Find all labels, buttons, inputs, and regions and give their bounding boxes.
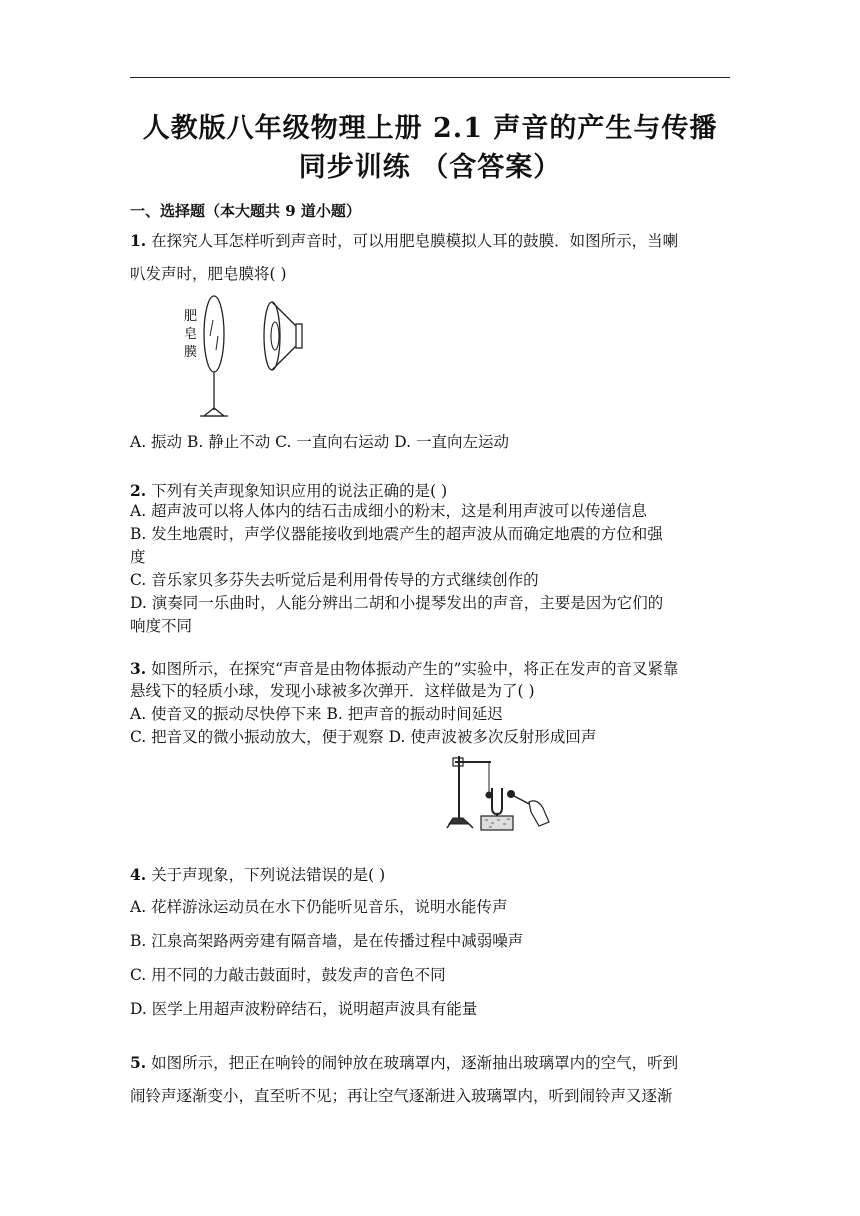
soap-film-speaker-figure (180, 292, 310, 422)
question-1-options: A. 振动 B. 静止不动 C. 一直向右运动 D. 一直向左运动 (130, 433, 509, 451)
question-4-option-c: C. 用不同的力敲击鼓面时，鼓发声的音色不同 (130, 966, 446, 984)
question-5-stem-text: 如图所示，把正在响铃的闹钟放在玻璃罩内，逐渐抽出玻璃罩内的空气，听到 (151, 1054, 679, 1072)
question-4-stem-text: 关于声现象，下列说法错误的是( ) (151, 866, 386, 884)
figure-label-char-3: 膜 (184, 345, 198, 360)
question-3-options-line2: C. 把音叉的微小振动放大，便于观察 D. 使声波被多次反射形成回声 (130, 728, 597, 746)
question-3-stem-line2: 悬线下的轻质小球，发现小球被多次弹开．这样做是为了( ) (130, 682, 535, 700)
tuning-fork (492, 788, 502, 814)
speaker-cone-rim (264, 302, 280, 370)
question-3-stem-text: 如图所示，在探究“声音是由物体振动产生的”实验中，将正在发声的音叉紧靠 (151, 660, 679, 678)
question-1-number: 1. (130, 231, 147, 250)
question-5-stem-line2: 闹铃声逐渐变小，直至听不见；再让空气逐渐进入玻璃罩内，听到闹铃声又逐渐 (130, 1087, 673, 1105)
question-2-option-d-line2: 响度不同 (130, 617, 193, 635)
tuning-fork-ball-figure (445, 752, 555, 834)
question-2-number: 2. (130, 481, 147, 500)
question-2-option-b-line1: B. 发生地震时，声学仪器能接收到地震产生的超声波从而确定地震的方位和强 (130, 525, 663, 543)
page-title-line2: 同步训练 （含答案） (298, 152, 562, 183)
question-2-option-d-line1: D. 演奏同一乐曲时，人能分辨出二胡和小提琴发出的声音，主要是因为它们的 (130, 594, 664, 612)
question-4-stem (130, 863, 732, 887)
figure-label-char-1: 肥 (184, 309, 198, 324)
section-heading: 一、选择题（本大题共 9 道小题） (130, 202, 361, 220)
question-3-number: 3. (130, 659, 147, 678)
soap-film-ring (204, 296, 224, 372)
page-title-line1: 人教版八年级物理上册 2.1 声音的产生与传播 (142, 113, 718, 144)
stand-base (449, 818, 469, 824)
question-4-option-a: A. 花样游泳运动员在水下仍能听见音乐，说明水能传声 (130, 898, 508, 916)
question-5-number: 5. (130, 1053, 147, 1072)
soap-film-highlight (210, 320, 213, 336)
speaker-cone-inner (271, 322, 279, 350)
hand (529, 801, 549, 826)
question-2-option-a: A. 超声波可以将人体内的结石击成细小的粉末，这是利用声波可以传递信息 (130, 502, 648, 520)
mallet-head (507, 790, 515, 798)
question-4-number: 4. (130, 865, 147, 884)
question-3-options-line1: A. 使音叉的振动尽快停下来 B. 把声音的振动时间延迟 (130, 705, 503, 723)
question-2-option-c: C. 音乐家贝多芬失去听觉后是利用骨传导的方式继续创作的 (130, 571, 539, 589)
header-rule (130, 77, 730, 78)
question-1-stem-line1 (130, 229, 732, 253)
question-1-stem-line2: 叭发声时，肥皂膜将( ) (130, 265, 287, 283)
question-2-option-b-line2: 度 (130, 548, 146, 566)
question-4-option-d: D. 医学上用超声波粉碎结石，说明超声波具有能量 (130, 1000, 478, 1018)
speaker-magnet (296, 324, 302, 348)
question-1-stem-text: 在探究人耳怎样听到声音时，可以用肥皂膜模拟人耳的鼓膜．如图所示，当喇 (151, 232, 679, 250)
soap-film-highlight (216, 336, 218, 350)
question-3-stem-line1 (130, 657, 732, 681)
figure-label-char-2: 皂 (184, 327, 198, 342)
question-5-stem-line1 (130, 1051, 732, 1075)
question-2-stem-text: 下列有关声现象知识应用的说法正确的是( ) (151, 482, 448, 500)
question-4-option-b: B. 江泉高架路两旁建有隔音墙，是在传播过程中减弱噪声 (130, 932, 524, 950)
resonance-box (481, 816, 513, 830)
